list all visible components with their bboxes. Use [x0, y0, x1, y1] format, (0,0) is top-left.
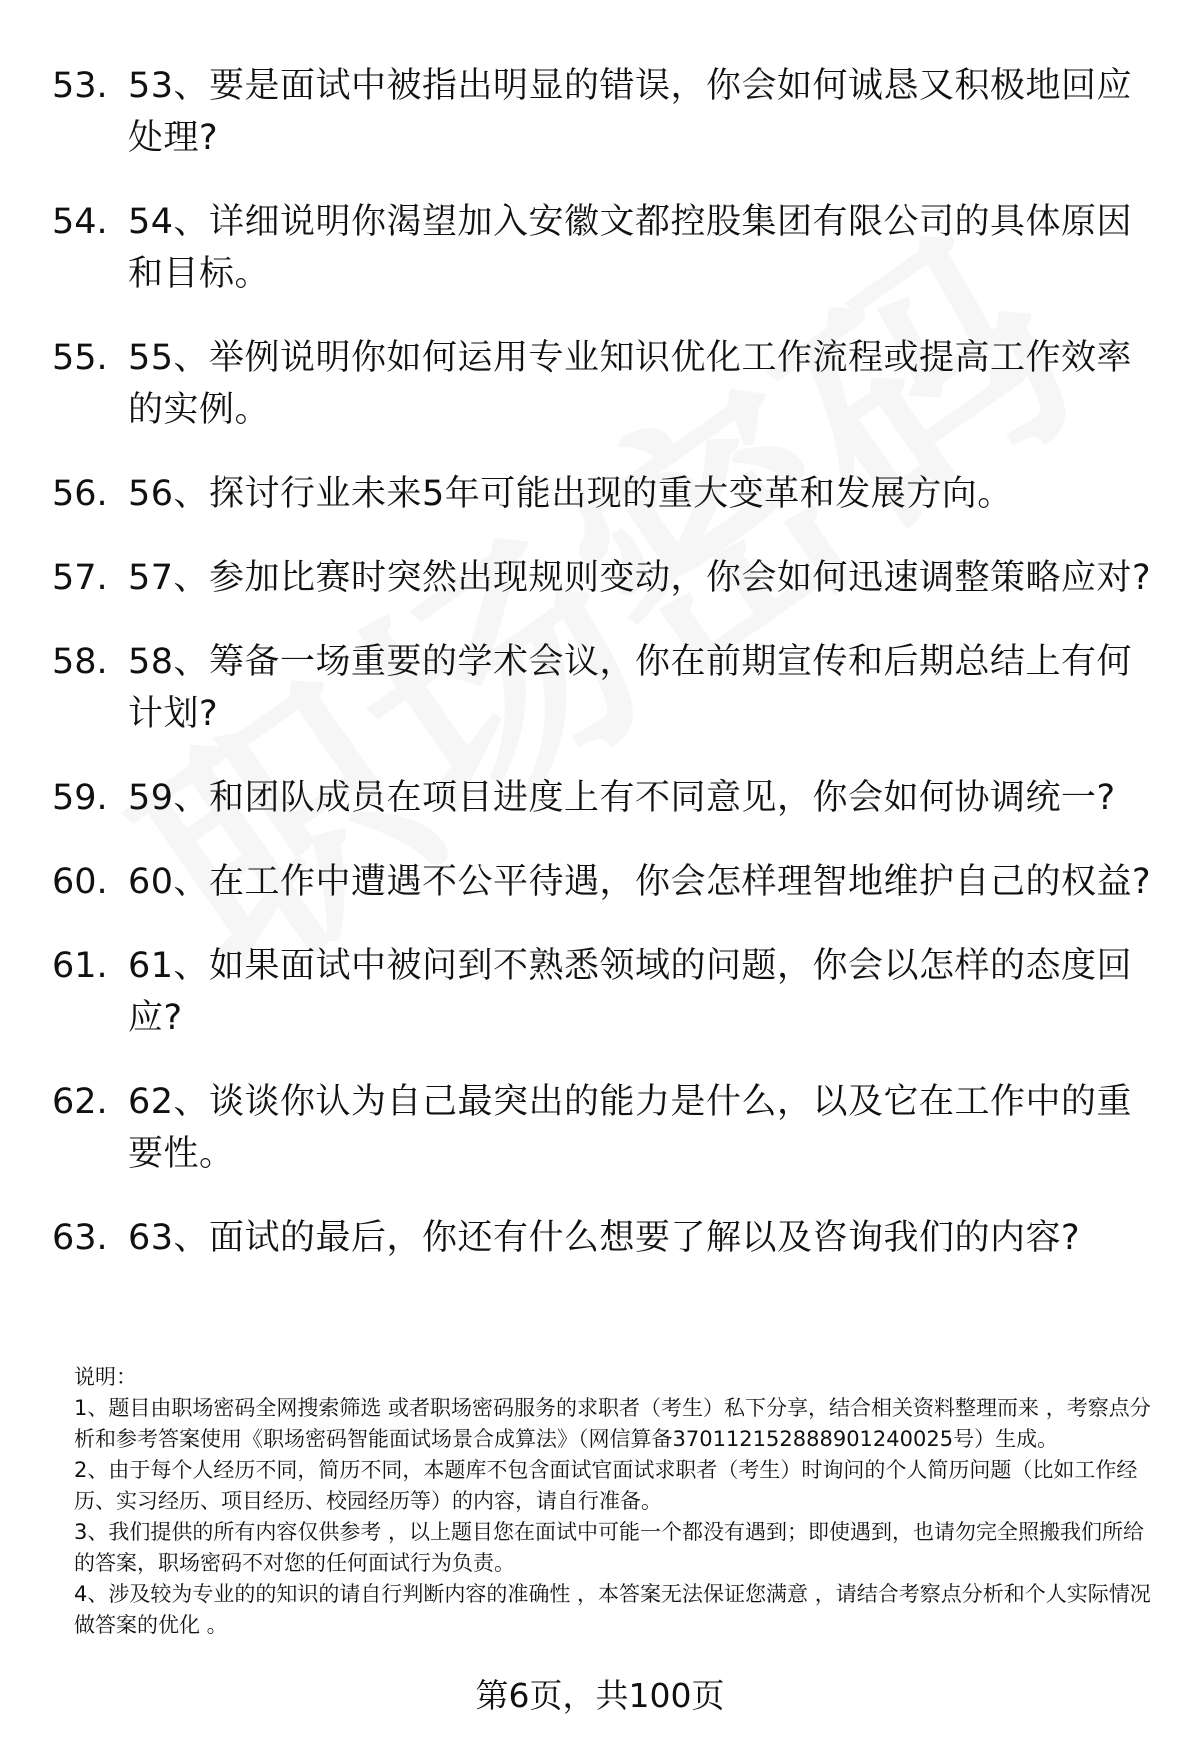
- question-number: 53.: [52, 66, 108, 106]
- page-footer: 第6页，共100页: [475, 1676, 725, 1715]
- notes-section: [74, 1362, 1154, 1641]
- question-text: 57、参加比赛时突然出现规则变动，你会如何迅速调整策略应对?: [128, 558, 1152, 598]
- question-text: 61、如果面试中被问到不熟悉领域的问题，你会以怎样的态度回应?: [128, 946, 1133, 1038]
- note-item: 2、由于每个人经历不同，简历不同，本题库不包含面试官面试求职者（考生）时询问的个人简历问题（比如工作经历、实习经历、项目经历、校园经历等）的内容，请自行准备。: [74, 1458, 1138, 1513]
- question-text: 62、谈谈你认为自己最突出的能力是什么，以及它在工作中的重要性。: [128, 1082, 1133, 1174]
- question-item: [52, 196, 1162, 300]
- question-text: 58、筹备一场重要的学术会议，你在前期宣传和后期总结上有何计划?: [128, 642, 1133, 734]
- question-item: [52, 940, 1162, 1044]
- question-item: [52, 1212, 1162, 1264]
- question-number: 62.: [52, 1082, 108, 1122]
- notes-heading: 说明：: [74, 1365, 137, 1389]
- question-number: 63.: [52, 1218, 108, 1258]
- question-text: 63、面试的最后，你还有什么想要了解以及咨询我们的内容?: [128, 1218, 1081, 1258]
- question-text: 56、探讨行业未来5年可能出现的重大变革和发展方向。: [128, 474, 1013, 514]
- question-item: [52, 332, 1162, 436]
- question-number: 55.: [52, 338, 108, 378]
- question-item: [52, 60, 1162, 164]
- question-text: 59、和团队成员在项目进度上有不同意见，你会如何协调统一?: [128, 778, 1116, 818]
- question-number: 54.: [52, 202, 108, 242]
- question-item: [52, 636, 1162, 740]
- question-item: [52, 1076, 1162, 1180]
- question-item: [52, 856, 1162, 908]
- question-text: 54、详细说明你渴望加入安徽文都控股集团有限公司的具体原因和目标。: [128, 202, 1133, 294]
- question-text: 60、在工作中遭遇不公平待遇，你会怎样理智地维护自己的权益?: [128, 862, 1152, 902]
- question-number: 58.: [52, 642, 108, 682]
- question-number: 57.: [52, 558, 108, 598]
- question-number: 59.: [52, 778, 108, 818]
- question-number: 61.: [52, 946, 108, 986]
- question-number: 56.: [52, 474, 108, 514]
- question-item: [52, 772, 1162, 824]
- question-text: 55、举例说明你如何运用专业知识优化工作流程或提高工作效率的实例。: [128, 338, 1133, 430]
- note-item: 1、题目由职场密码全网搜索筛选 或者职场密码服务的求职者（考生）私下分享，结合相关资料整理而来 ，考察点分析和参考答案使用《职场密码智能面试场景合成算法》（网信算备370112152888901240025号）生成。: [74, 1396, 1151, 1451]
- question-number: 60.: [52, 862, 108, 902]
- question-item: [52, 552, 1162, 604]
- question-list: [52, 60, 1162, 1296]
- note-item: 4、涉及较为专业的的知识的请自行判断内容的准确性 ，本答案无法保证您满意 ，请结合考察点分析和个人实际情况做答案的优化 。: [74, 1582, 1151, 1637]
- question-item: [52, 468, 1162, 520]
- question-text: 53、要是面试中被指出明显的错误，你会如何诚恳又积极地回应处理?: [128, 66, 1133, 158]
- note-item: 3、我们提供的所有内容仅供参考 ，以上题目您在面试中可能一个都没有遇到；即使遇到，也请勿完全照搬我们所给的答案，职场密码不对您的任何面试行为负责。: [74, 1520, 1145, 1575]
